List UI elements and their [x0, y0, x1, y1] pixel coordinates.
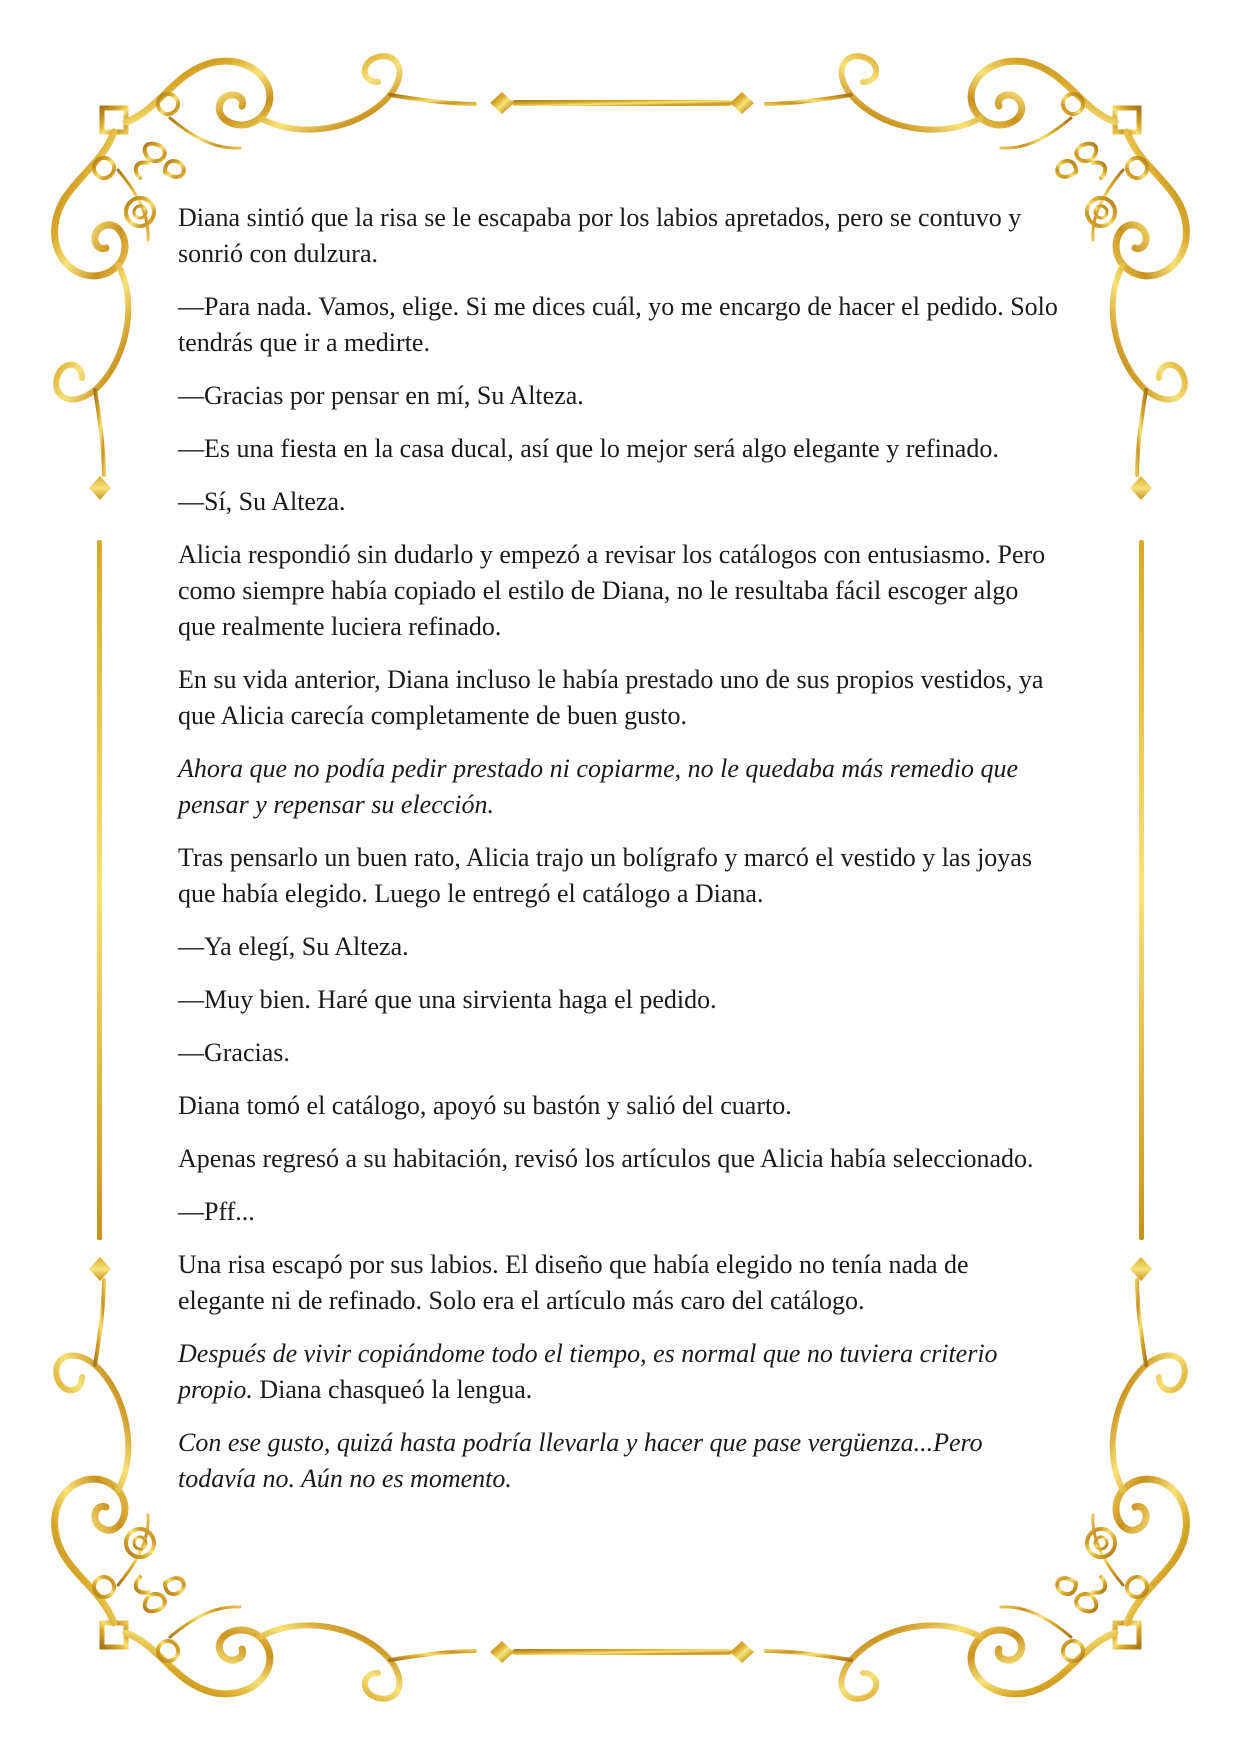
paragraph-2: —Para nada. Vamos, elige. Si me dices cuál, yo me encargo de hacer el pedido. Solo tendrás que ir a medirte. — [178, 292, 1058, 357]
paragraph-12: —Gracias. — [178, 1038, 290, 1067]
paragraph-10: —Ya elegí, Su Alteza. — [178, 932, 409, 961]
story-text — [178, 200, 1058, 1514]
paragraph-3: —Gracias por pensar en mí, Su Alteza. — [178, 381, 584, 410]
paragraph-1: Diana sintió que la risa se le escapaba por los labios apretados, pero se contuvo y sonrió con dulzura. — [178, 203, 1022, 268]
paragraph-15: —Pff... — [178, 1197, 255, 1226]
paragraph-5: —Sí, Su Alteza. — [178, 487, 346, 516]
paragraph-6: Alicia respondió sin dudarlo y empezó a revisar los catálogos con entusiasmo. Pero como siempre había copiado el estilo de Diana, no le resultaba fácil escoger algo que realmente luciera refinado. — [178, 540, 1046, 641]
paragraph-4: —Es una fiesta en la casa ducal, así que lo mejor será algo elegante y refinado. — [178, 434, 999, 463]
paragraph-18: Con ese gusto, quizá hasta podría llevarla y hacer que pase vergüenza...Pero todavía no. Aún no es momento. — [178, 1428, 983, 1493]
paragraph-16: Una risa escapó por sus labios. El diseño que había elegido no tenía nada de elegante ni de refinado. Solo era el artículo más caro del catálogo. — [178, 1250, 969, 1315]
paragraph-11: —Muy bien. Haré que una sirvienta haga el pedido. — [178, 985, 717, 1014]
paragraph-7: En su vida anterior, Diana incluso le había prestado uno de sus propios vestidos, ya que Alicia carecía completamente de buen gusto. — [178, 665, 1044, 730]
paragraph-17: Después de vivir copiándome todo el tiempo, es normal que no tuviera criterio propio. Diana chasqueó la lengua. — [178, 1339, 998, 1404]
paragraph-14: Apenas regresó a su habitación, revisó los artículos que Alicia había seleccionado. — [178, 1144, 1034, 1173]
paragraph-13: Diana tomó el catálogo, apoyó su bastón y salió del cuarto. — [178, 1091, 792, 1120]
paragraph-8: Ahora que no podía pedir prestado ni copiarme, no le quedaba más remedio que pensar y repensar su elección. — [178, 754, 1019, 819]
paragraph-9: Tras pensarlo un buen rato, Alicia trajo un bolígrafo y marcó el vestido y las joyas que había elegido. Luego le entregó el catálogo a Diana. — [178, 843, 1032, 908]
